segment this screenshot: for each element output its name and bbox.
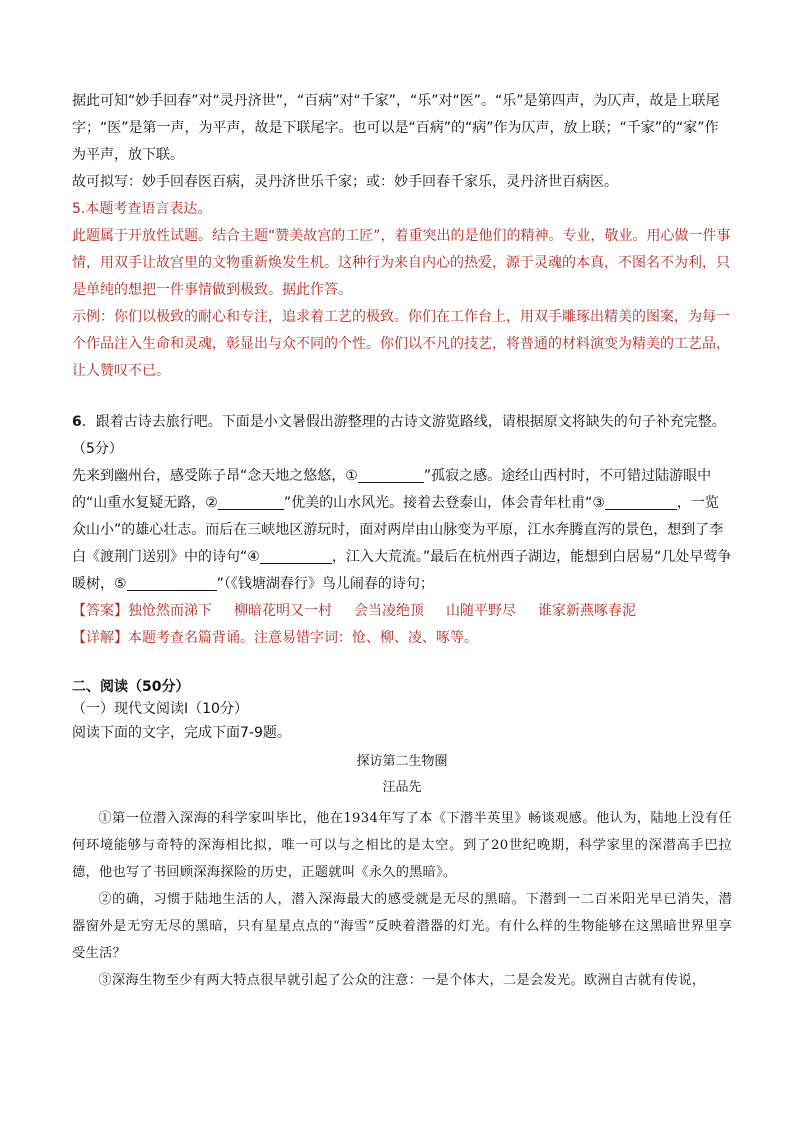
section-heading: 二、阅读（50分）	[72, 679, 190, 695]
answer-item: 山随平野尽	[446, 603, 516, 619]
passage-text: ，一览众山小”的雄心壮志。而后在三峡地区游玩时，面对两岸由山脉变为平原，江水奔腾直泻的景色，想到了李白《渡荆门送别》中的诗句“	[72, 495, 724, 565]
article-paragraph: ②的确，习惯于陆地生活的人，潜入深海最大的感受就是无尽的黑暗。下潜到一二百米阳光早已消失，潜器窗外是无穷无尽的黑暗，只有星星点点的“海雪”反映着潜器的灯光。有什么样的生物能够在这黑暗世界里享受生活？	[72, 892, 732, 961]
blank-marker: ④	[247, 549, 260, 565]
answer-blank[interactable]	[605, 493, 677, 510]
article-paragraph: ①第一位潜入深海的科学家叫毕比，他在1934年写了本《下潜半英里》畅谈观感。他认为，陆地上没有任何环境能够与奇特的深海相比拟，唯一可以与之相比的是太空。到了20世纪晚期，科学家里的深潜高手巴拉德，他也写了书回顾深海探险的历史，正题就叫《永久的黑暗》。	[72, 811, 732, 880]
passage-text: 先来到幽州台，感受陈子昂“念天地之悠悠，	[72, 468, 346, 484]
answer-blank[interactable]	[260, 547, 332, 564]
question-5-heading: 5.本题考查语言表达。	[72, 201, 212, 217]
question-5-analysis: 此题属于开放性试题。结合主题“赞美故宫的工匠”，着重突出的是他们的精神。专业，敬业。用心做一件事情，用双手让故宫里的文物重新焕发生机。这种行为来自内心的热爱，源于灵魂的本真，不图名不为利，只是单纯的想把一件事情做到极致。据此作答。	[72, 228, 731, 298]
answer-item: 谁家新燕啄春泥	[538, 603, 636, 619]
document-page	[72, 88, 732, 994]
question-number: 6	[72, 414, 82, 430]
analysis-paragraph: 故可拟写：妙手回春医百病，灵丹济世乐千家；或：妙手回春千家乐，灵丹济世百病医。	[72, 174, 618, 190]
passage-text: ”孤寂之感。途经山西村时，不可错过陆游眼中的“山重水复疑无路，	[72, 468, 712, 511]
question-6-answer	[72, 598, 732, 625]
analysis-paragraph: 据此可知“妙手回春”对“灵丹济世”，“百病”对“千家”，“乐”对“医”。“乐”是第四声，为仄声，故是上联尾字；“医”是第一声，为平声，故是下联尾字。也可以是“百病”的“病”作为仄声，放上联；“千家”的“家”作为平声，放下联。	[72, 93, 720, 163]
answer-blank[interactable]	[218, 493, 284, 510]
question-5-example: 示例：你们以极致的耐心和专注，追求着工艺的极致。你们在工作台上，用双手雕琢出精美的图案，为每一个作品注入生命和灵魂，彰显出与众不同的个性。你们以不凡的技艺，将普通的材料演变为精美的工艺品，让人赞叹不已。	[72, 309, 730, 379]
question-text: ．跟着古诗去旅行吧。下面是小文暑假出游整理的古诗文游览路线，请根据原文将缺失的句子补充完整。（5分）	[72, 414, 726, 457]
question-6-detail	[72, 625, 732, 652]
answer-blank[interactable]	[358, 466, 424, 483]
article-title: 探访第二生物圈	[356, 754, 448, 769]
blank-marker: ②	[205, 495, 218, 511]
answer-item: 柳暗花明又一村	[234, 603, 332, 619]
passage-text: ，江入大荒流。”最后在杭州西子湖边，能想到白居易“几处早莺争暖树，	[72, 549, 732, 592]
blank-marker: ③	[592, 495, 605, 511]
answer-item: 独怆然而涕下	[128, 603, 212, 619]
subsection-heading: （一）现代文阅读Ⅰ（10分）	[72, 701, 248, 717]
detail-text: 本题考查名篇背诵。注意易错字词：怆、柳、凌、啄等。	[128, 630, 478, 646]
blank-marker: ⑤	[114, 576, 127, 592]
detail-tag: 【详解】	[72, 630, 128, 646]
article	[72, 751, 732, 994]
answer-item: 会当凌绝顶	[354, 603, 424, 619]
blank-marker: ①	[345, 468, 358, 484]
reading-instruction: 阅读下面的文字，完成下面7-9题。	[72, 725, 291, 741]
question-6-passage	[72, 463, 732, 598]
answer-blank[interactable]	[127, 574, 217, 591]
question-6-prompt	[72, 409, 732, 463]
article-author: 汪品先	[382, 780, 422, 795]
answer-tag: 【答案】	[72, 603, 128, 619]
passage-text: ”优美的山水风光。接着去登泰山，体会青年杜甫“	[283, 495, 593, 511]
article-paragraph: ③深海生物至少有两大特点很早就引起了公众的注意：一是个体大，二是会发光。欧洲自古就有传说，	[98, 973, 706, 988]
passage-text: ”（《钱塘湖春行》鸟儿闹春的诗句；	[216, 576, 434, 592]
